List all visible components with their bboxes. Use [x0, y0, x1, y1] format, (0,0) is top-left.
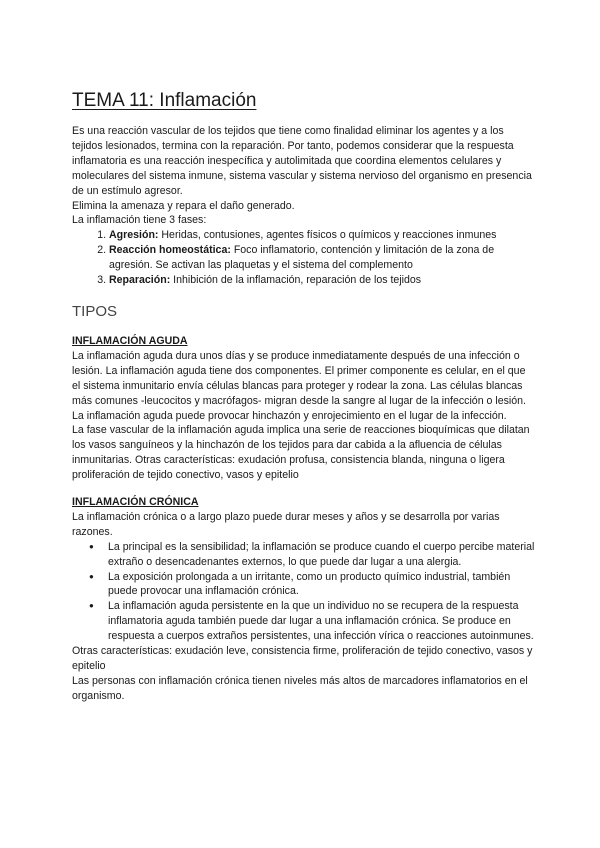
phase-term: Agresión: — [109, 229, 159, 242]
acute-paragraph: La fase vascular de la inflamación aguda implica una serie de reacciones bioquímicas que dilatan los vasos sanguíneos y la hinchazón de los tejidos para dar cabida a la afluencia de células inmunitarias. Otras características: exudación profusa, consistencia blanda, ninguna o ligera proliferación de tejido conectivo, vasos y epitelio — [72, 424, 530, 482]
section-title: TIPOS — [72, 302, 118, 320]
phase-text: Foco inflamatorio, contención y limitación de la zona de agresión. Se activan las plaquetas y el sistema del complemento — [109, 244, 495, 272]
phase-item — [109, 228, 536, 243]
intro-line: Elimina la amenaza y repara el daño generado. — [72, 199, 295, 212]
bullet-item: ● La inflamación aguda persistente en la que un individuo no se recupera de la respuesta inflamatoria aguda también puede dar lugar a una inflamación crónica. Se produce en respuesta a cuerpos extraños persistentes, una infección vírica o reacciones autoinmunes. — [108, 599, 536, 644]
acute-heading: INFLAMACIÓN AGUDA — [72, 334, 188, 347]
acute-paragraph: La inflamación aguda puede provocar hinchazón y enrojecimiento en el lugar de la infección. — [72, 409, 507, 422]
phase-item — [109, 273, 536, 288]
chronic-paragraph: Las personas con inflamación crónica tienen niveles más altos de marcadores inflamatorios en el organismo. — [72, 674, 528, 702]
chronic-intro: La inflamación crónica o a largo plazo puede durar meses y años y se desarrolla por varias razones. — [72, 510, 500, 538]
bullet-item: ● La exposición prolongada a un irritante, como un producto químico industrial, también puede provocar una inflamación crónica. — [108, 570, 536, 600]
acute-paragraph: La inflamación aguda dura unos días y se produce inmediatamente después de una infección o lesión. La inflamación aguda tiene dos componentes. El primer componente es celular, en el que el sistema inmunitario envía células blancas para proteger y rodear la zona. Las células blancas más comunes -leucocitos y macrófagos- migran desde la sangre al lugar de la infección o lesión. — [72, 349, 526, 407]
phase-text: Inhibición de la inflamación, reparación de los tejidos — [170, 274, 422, 287]
chronic-bullets — [72, 540, 536, 644]
phase-term: Reparación: — [109, 274, 171, 287]
phase-item — [109, 243, 536, 273]
intro-line: La inflamación tiene 3 fases: — [72, 214, 207, 227]
bullet-item: ● La principal es la sensibilidad; la inflamación se produce cuando el cuerpo percibe material extraño o desencadenantes externos, lo que puede dar lugar a una alergia. — [108, 540, 536, 570]
phase-term: Reacción homeostática: — [109, 244, 231, 257]
document-page — [72, 88, 536, 704]
chronic-heading: INFLAMACIÓN CRÓNICA — [72, 496, 199, 509]
page-title: TEMA 11: Inflamación — [72, 90, 257, 111]
phases-list — [72, 228, 536, 288]
phase-text: Heridas, contusiones, agentes físicos o químicos y reacciones inmunes — [158, 229, 497, 242]
chronic-paragraph: Otras características: exudación leve, consistencia firme, proliferación de tejido conectivo, vasos y epitelio — [72, 645, 533, 672]
intro-paragraph: Es una reacción vascular de los tejidos que tiene como finalidad eliminar los agentes y a los tejidos lesionados, termina con la reparación. Por tanto, podemos considerar que la respuesta inflamatoria es una reacción inespecífica y autolimitada que coordina elementos celulares y moleculares del sistema inmune, sistema vascular y sistema nervioso del organismo en presencia de un estímulo agresor. — [72, 125, 532, 197]
